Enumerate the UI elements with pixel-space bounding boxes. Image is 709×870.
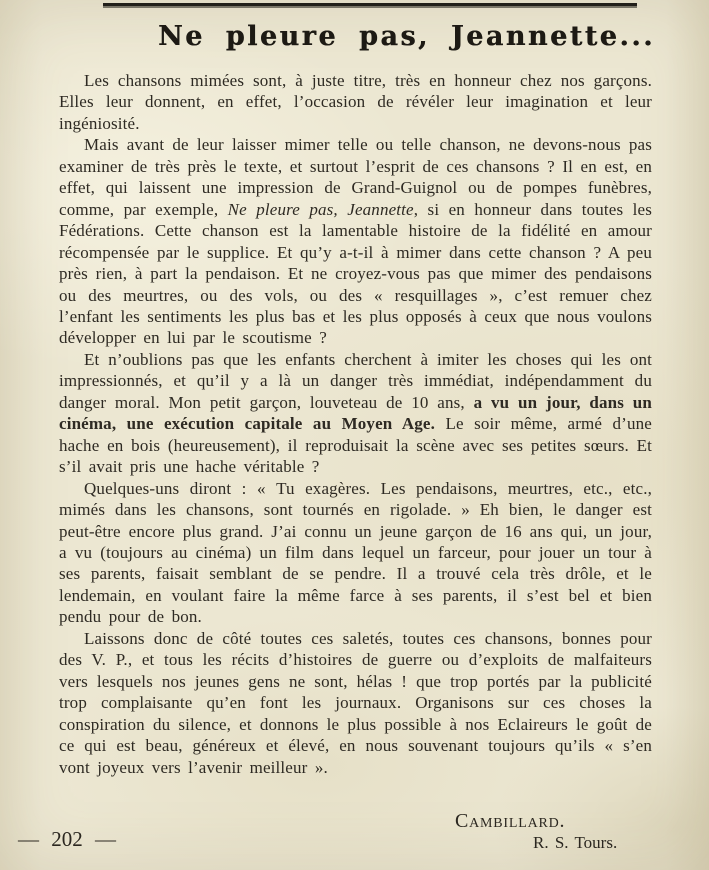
author-signature: Cambillard. <box>455 810 566 832</box>
paragraph <box>59 70 652 134</box>
text-segment: Quelques-uns diront : « Tu exagères. Les pendaisons, meurtres, etc., etc., mimés dans les chansons, sont tournés en rigolade. » Eh bien, le danger est peut-être encore plus grand. J’ai connu un jeune garçon de 16 ans qui, un jour, a vu (toujours au cinéma) un film dans lequel un farceur, pour jouer un tour à ses parents, faisait semblant de se pendre. Il a trouvé cela très drôle, et le lendemain, en voulant faire la même farce à ses parents, il s’est bel et bien pendu pour de bon. <box>59 478 652 627</box>
text-segment: Ne pleure pas, Jeannette <box>227 199 414 219</box>
paragraph <box>59 134 652 349</box>
paragraph <box>59 478 652 628</box>
publisher-attribution: R. S. Tours. <box>533 833 618 852</box>
text-segment: Mais avant de leur laisser mimer telle ou telle chanson, ne devons-nous pas examiner de très près le texte, et surtout l’esprit de ces chansons ? Il en est, en effet, qui laissent une impression de Grand-Guignol ou de pompes funèbres, comme, par exemple, <box>59 135 652 219</box>
paragraph <box>59 349 652 478</box>
text-segment: Les chansons mimées sont, à juste titre, très en honneur chez nos garçons. Elles leur donnent, en effet, l’occasion de révéler leur imagination et leur ingéniosité. <box>59 71 652 133</box>
article-title: Ne pleure pas, Jeannette... <box>157 21 656 52</box>
text-segment: Le soir même, armé d’une hache en bois (heureusement), il reproduisait la scène avec ses petites sœurs. Et s’il avait pris une hache véritable ? <box>59 414 652 477</box>
top-rule-divider <box>103 3 637 6</box>
text-segment: Et n’oublions pas que les enfants cherchent à imiter les choses qui les ont impressionnés, et qu’il y a là un danger très immédiat, indépendamment du danger moral. Mon petit garçon, louveteau de 10 ans, <box>59 349 652 412</box>
page-number: — 202 — <box>18 827 116 851</box>
paragraph <box>59 628 652 778</box>
text-segment: , si en honneur dans toutes les Fédérations. Cette chanson est la lamentable histoire de la fidélité en amour récompensée par le supplice. Et qu’y a-t-il à mimer dans cette chanson ? A peu près rien, à part la pendaison. Et ne croyez-vous pas que mimer des pendaisons ou des meurtres, ou des vols, ou des « resquillages », c’est remuer chez l’enfant les sentiments les plus bas et les plus opposés à ceux que nous voulons développer en lui par le scoutisme ? <box>59 199 652 348</box>
article-body <box>59 70 652 778</box>
text-segment: a vu un jour, dans un cinéma, une exécution capitale au Moyen Age. <box>59 392 652 434</box>
text-segment: Laissons donc de côté toutes ces saletés, toutes ces chansons, bonnes pour des V. P., et tous les récits d’histoires de guerre ou d’exploits de malfaiteurs vers lesquels nos jeunes gens ne sont, hélas ! que trop portés par la publicité trop complaisante qu’en font les journaux. Organisons sur ces choses la conspiration du silence, et donnons le plus possible à nos Eclaireurs le goût de ce qui est beau, généreux et élevé, en nous souvenant toujours qu’ils « s’en vont joyeux vers l’avenir meilleur ». <box>59 628 652 777</box>
